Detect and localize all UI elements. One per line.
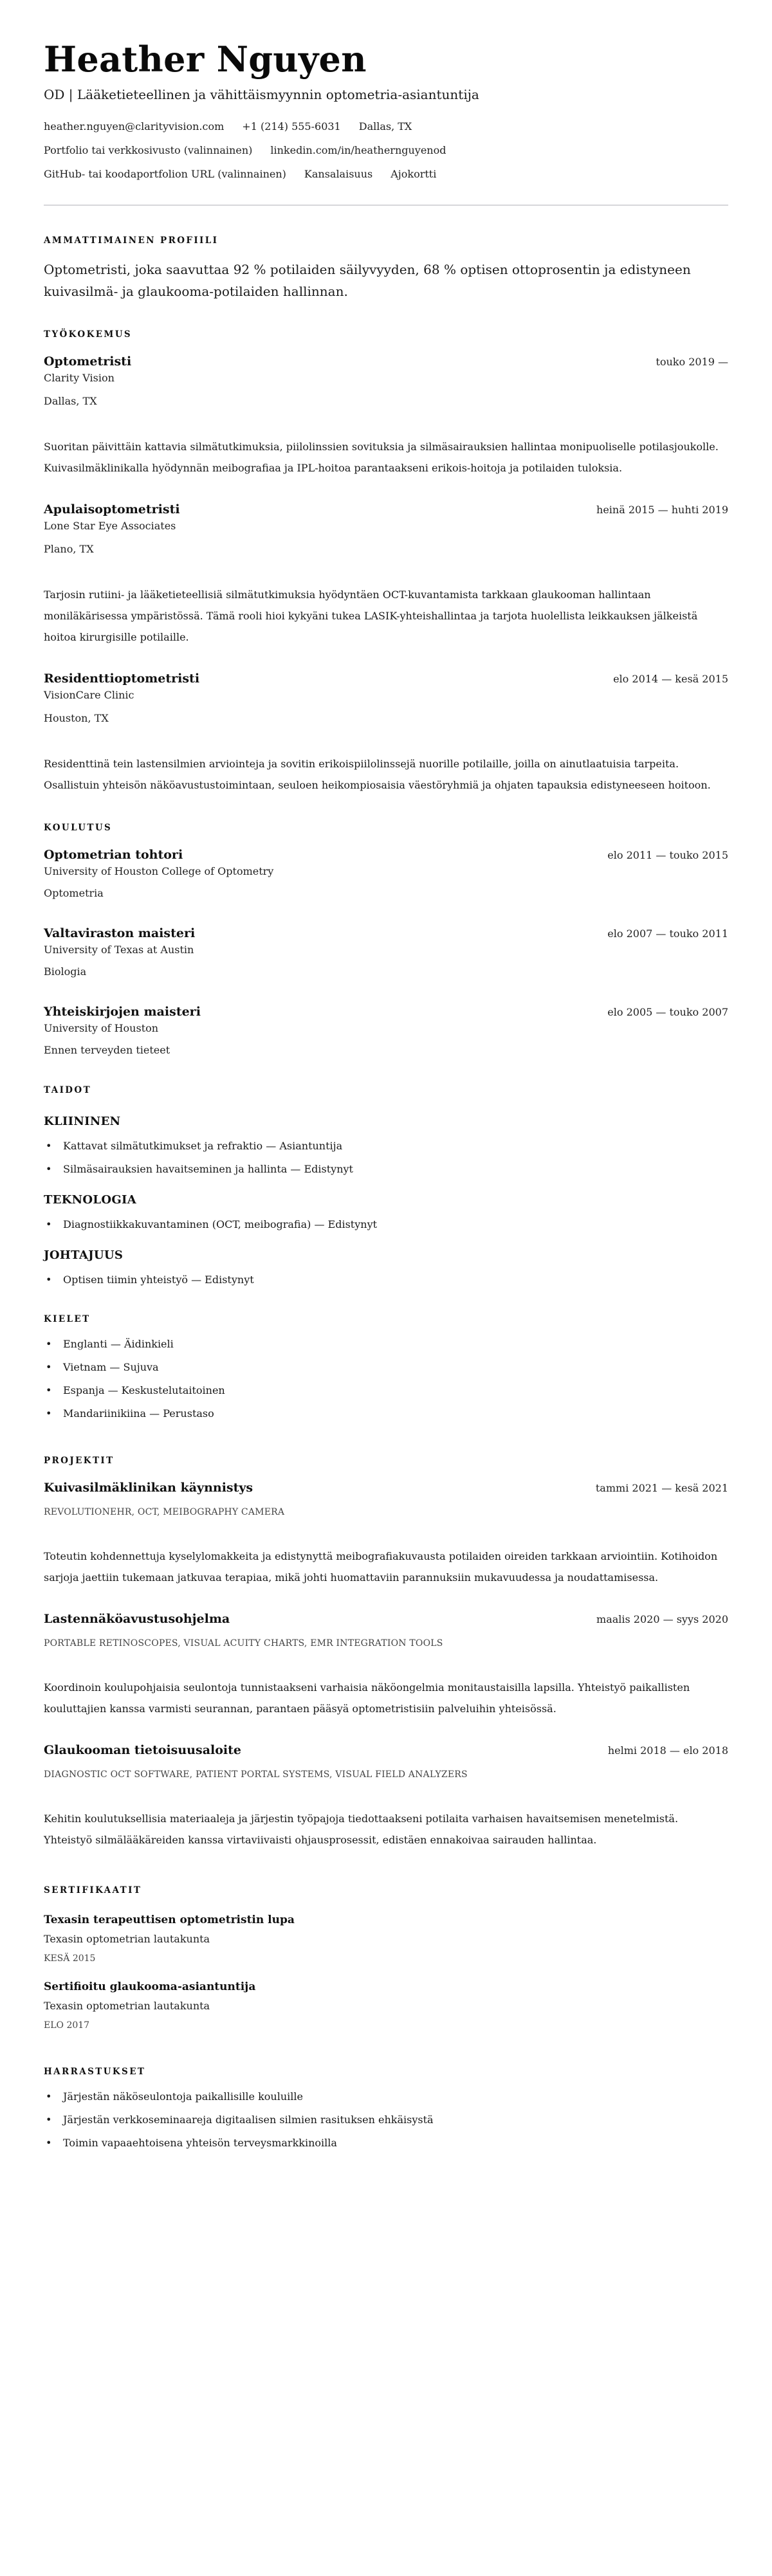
- section-title: SERTIFIKAATIT: [44, 1885, 142, 1895]
- project-tech: REVOLUTIONEHR, OCT, MEIBOGRAPHY CAMERA: [44, 1507, 285, 1517]
- profile-summary: Optometristi, joka saavuttaa 92 % potilaiden säilyvyyden, 68 % optisen ottoprosentin ja edistyneen kuivasilmä- ja glaukooma-potilaiden hallinnan.: [44, 262, 691, 299]
- skill-group-clinical: [44, 1113, 728, 1176]
- project-date: tammi 2021 — kesä 2021: [595, 1482, 728, 1494]
- job-title: Residenttioptometristi: [44, 671, 200, 686]
- job-date: touko 2019 —: [656, 356, 728, 368]
- project-title: Kuivasilmäklinikan käynnistys: [44, 1481, 253, 1495]
- language-item: • Espanja — Keskustelutaitoinen: [44, 1384, 728, 1398]
- hobbies-section: [44, 2065, 728, 2150]
- contact-row: [44, 143, 728, 158]
- degree: Optometrian tohtori: [44, 848, 183, 862]
- project-title: Glaukooman tietoisuusaloite: [44, 1743, 241, 1757]
- school: University of Texas at Austin: [44, 944, 194, 956]
- hobby-item: • Järjestän näköseulontoja paikallisille kouluille: [44, 2090, 728, 2104]
- school: University of Houston College of Optometry: [44, 865, 274, 877]
- location: Dallas, TX: [358, 120, 412, 132]
- certification-issuer: Texasin optometrian lautakunta: [44, 1933, 210, 1945]
- language-item: • Mandariinikiina — Perustaso: [44, 1407, 728, 1421]
- citizenship: Kansalaisuus: [304, 168, 373, 180]
- project-entry: [44, 1741, 728, 1850]
- contact-row: [44, 120, 728, 134]
- contact-row: [44, 167, 728, 181]
- education-entry: [44, 924, 728, 980]
- job-entry: [44, 352, 728, 479]
- project-entry: [44, 1479, 728, 1588]
- education-entry: [44, 1003, 728, 1058]
- profile-section: [44, 234, 728, 302]
- degree: Yhteiskirjojen maisteri: [44, 1005, 201, 1019]
- skill-group-leadership: [44, 1247, 728, 1287]
- field-of-study: Optometria: [44, 887, 104, 899]
- candidate-name: Heather Nguyen: [44, 39, 367, 80]
- section-title: HARRASTUKSET: [44, 2067, 146, 2077]
- skill-group-title: JOHTAJUUS: [44, 1248, 124, 1262]
- field-of-study: Ennen terveyden tieteet: [44, 1044, 170, 1056]
- skill-group-technology: [44, 1192, 728, 1232]
- job-description: Residenttinä tein lastensilmien arviointeja ja sovitin erikoispiilolinssejä nuorille potilaille, joilla on ainutlaatuisia tarpeita. Osallistuin yhteisön näköavustustoimintaan, seuloen heikompiosaisia väestöryhmiä ja ohjaten tapauksia edistyneeseen hoitoon.: [44, 758, 711, 791]
- phone[interactable]: +1 (214) 555-6031: [242, 120, 341, 132]
- language-item: • Vietnam — Sujuva: [44, 1360, 728, 1375]
- skill-item: • Optisen tiimin yhteistyö — Edistynyt: [44, 1273, 728, 1287]
- job-date: heinä 2015 — huhti 2019: [596, 504, 728, 516]
- company: VisionCare Clinic: [44, 689, 134, 701]
- section-title: TAIDOT: [44, 1085, 92, 1095]
- education-date: elo 2005 — touko 2007: [607, 1006, 728, 1018]
- project-description: Kehitin koulutuksellisia materiaaleja ja järjestin työpajoja tiedottaakseni potilaita varhaisen havaitsemisen menetelmistä. Yhteistyö silmälääkäreiden kanssa virtaviivaisti ohjausprosessit, edistäen ennakoivaa sairauden hallintaa.: [44, 1813, 679, 1846]
- language-item: • Englanti — Äidinkieli: [44, 1337, 728, 1351]
- education-date: elo 2011 — touko 2015: [607, 849, 728, 861]
- job-location: Dallas, TX: [44, 395, 97, 407]
- section-title: TYÖKOKEMUS: [44, 329, 133, 340]
- hobby-item: • Toimin vapaaehtoisena yhteisön terveysmarkkinoilla: [44, 2136, 728, 2150]
- education-section: [44, 821, 728, 1058]
- certification-issuer: Texasin optometrian lautakunta: [44, 2000, 210, 2012]
- headline: OD | Lääketieteellinen ja vähittäismyynnin optometria-asiantuntija: [44, 87, 479, 102]
- project-date: helmi 2018 — elo 2018: [607, 1744, 728, 1757]
- header-divider: [44, 205, 728, 206]
- job-location: Houston, TX: [44, 712, 109, 724]
- company: Clarity Vision: [44, 372, 115, 384]
- languages-section: [44, 1313, 728, 1421]
- job-description: Suoritan päivittäin kattavia silmätutkimuksia, piilolinssien sovituksia ja silmäsairauksien hallintaa monipuoliselle potilasjoukolle. Kuivasilmäklinikalla hyödynnän meibografiaa ja IPL-hoitoa parantaakseni erikois-hoitoja ja potilaiden tuloksia.: [44, 441, 719, 474]
- project-description: Toteutin kohdennettuja kyselylomakkeita ja edistynyttä meibografiakuvausta potilaiden oireiden tarkkaan arviointiin. Kotihoidon sarjoja jaettiin tukemaan jatkuvaa terapiaa, mikä johti huomattaviin parannuksiin mukavuudessa ja noudattamisessa.: [44, 1550, 718, 1584]
- job-date: elo 2014 — kesä 2015: [613, 673, 728, 685]
- job-description: Tarjosin rutiini- ja lääketieteellisiä silmätutkimuksia hyödyntäen OCT-kuvantamista tarkkaan glaukooman hallintaan moniläkärisessa ympäristössä. Tämä rooli hioi kykyäni tukea LASIK-yhteishallintaa ja tarjota huolellista leikkauksen jälkeistä hoitoa kirurgisille potilaille.: [44, 589, 698, 643]
- field-of-study: Biologia: [44, 965, 87, 978]
- school: University of Houston: [44, 1022, 159, 1034]
- section-title: KIELET: [44, 1314, 91, 1324]
- project-entry: [44, 1610, 728, 1719]
- email[interactable]: heather.nguyen@clarityvision.com: [44, 120, 225, 132]
- education-entry: [44, 846, 728, 901]
- degree: Valtaviraston maisteri: [44, 926, 196, 940]
- education-date: elo 2007 — touko 2011: [607, 927, 728, 940]
- certification-title: Sertifioitu glaukooma-asiantuntija: [44, 1980, 256, 1993]
- job-location: Plano, TX: [44, 543, 94, 555]
- skills-section: [44, 1084, 728, 1287]
- certification-entry: [44, 1912, 728, 1965]
- job-title: Apulaisoptometristi: [44, 502, 180, 516]
- certification-date: KESÄ 2015: [44, 1953, 96, 1964]
- portfolio-link[interactable]: Portfolio tai verkkosivusto (valinnainen): [44, 144, 253, 156]
- job-title: Optometristi: [44, 354, 132, 369]
- skill-group-title: KLIININEN: [44, 1115, 121, 1128]
- job-entry: [44, 500, 728, 648]
- hobby-item: • Järjestän verkkoseminaareja digitaalisen silmien rasituksen ehkäisystä: [44, 2113, 728, 2127]
- drivers-license: Ajokortti: [391, 168, 437, 180]
- projects-section: [44, 1454, 728, 1850]
- project-date: maalis 2020 — syys 2020: [596, 1613, 728, 1625]
- skill-item: • Silmäsairauksien havaitseminen ja hallinta — Edistynyt: [44, 1162, 728, 1176]
- certification-entry: [44, 1979, 728, 2032]
- certification-title: Texasin terapeuttisen optometristin lupa: [44, 1914, 295, 1926]
- resume-header: [44, 36, 728, 206]
- skill-item: • Diagnostiikkakuvantaminen (OCT, meibografia) — Edistynyt: [44, 1218, 728, 1232]
- company: Lone Star Eye Associates: [44, 520, 176, 532]
- certification-date: ELO 2017: [44, 2020, 90, 2031]
- section-title: KOULUTUS: [44, 823, 113, 833]
- experience-section: [44, 328, 728, 796]
- project-tech: DIAGNOSTIC OCT SOFTWARE, PATIENT PORTAL SYSTEMS, VISUAL FIELD ANALYZERS: [44, 1769, 468, 1780]
- project-tech: PORTABLE RETINOSCOPES, VISUAL ACUITY CHARTS, EMR INTEGRATION TOOLS: [44, 1638, 443, 1649]
- project-description: Koordinoin koulupohjaisia seulontoja tunnistaakseni varhaisia näköongelmia monitaustaisilla lapsilla. Yhteistyö paikallisten kouluttajien kanssa varmisti seurannan, parantaen pääsyä optometristisiin palveluihin yhteisössä.: [44, 1681, 690, 1715]
- skill-item: • Kattavat silmätutkimukset ja refraktio — Asiantuntija: [44, 1139, 728, 1153]
- section-title: AMMATTIMAINEN PROFIILI: [44, 235, 219, 246]
- github-link[interactable]: GitHub- tai koodaportfolion URL (valinnainen): [44, 168, 286, 180]
- skill-group-title: TEKNOLOGIA: [44, 1193, 136, 1207]
- linkedin-link[interactable]: linkedin.com/in/heathernguyenod: [270, 144, 446, 156]
- job-entry: [44, 670, 728, 796]
- certifications-section: [44, 1884, 728, 2032]
- project-title: Lastennäköavustusohjelma: [44, 1612, 230, 1626]
- section-title: PROJEKTIT: [44, 1456, 115, 1466]
